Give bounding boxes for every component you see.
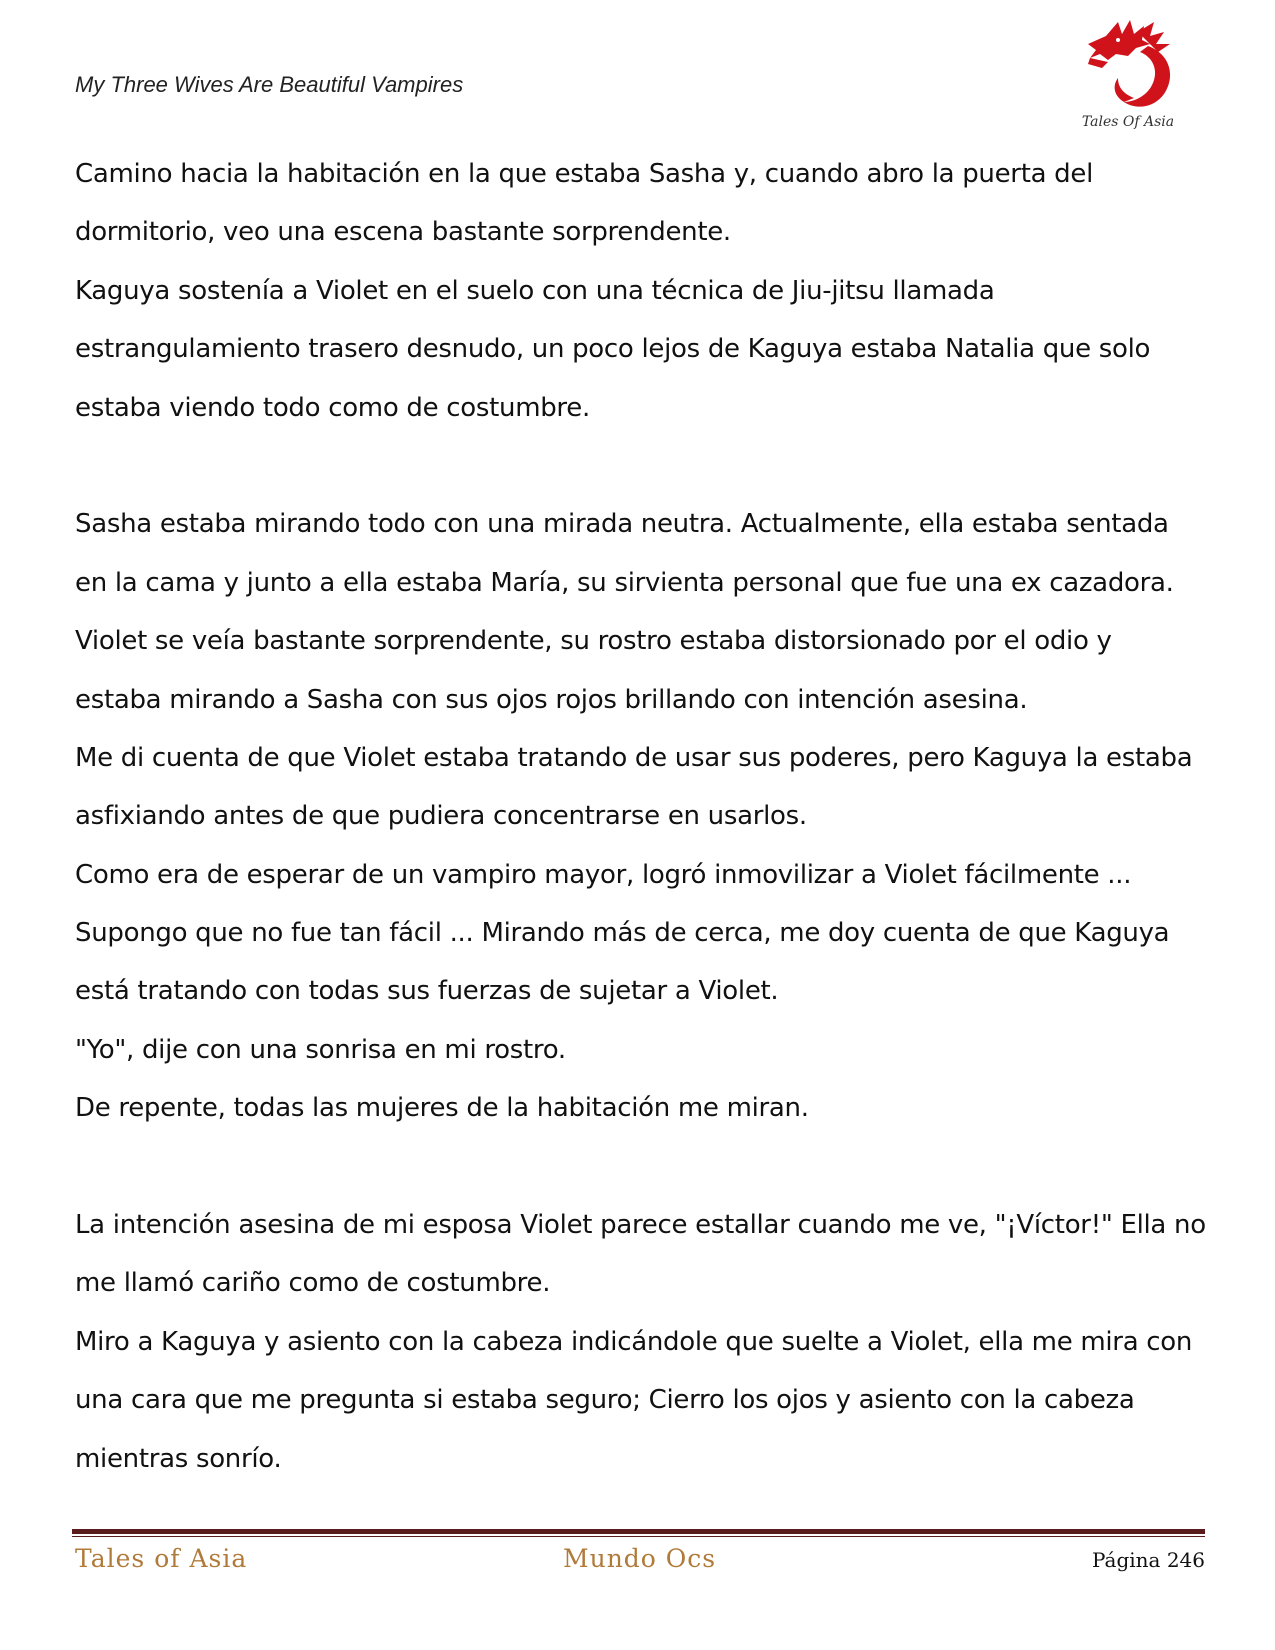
text-line: me llamó cariño como de costumbre. xyxy=(75,1268,551,1299)
footer-translator: Mundo Ocs xyxy=(563,1544,717,1573)
text-line: Como era de esperar de un vampiro mayor, logró inmovilizar a Violet fácilmente ... xyxy=(75,859,1132,890)
chapter-body xyxy=(75,145,1215,1488)
text-line: "Yo", dije con una sonrisa en mi rostro. xyxy=(75,1034,566,1065)
footer-site-name: Tales of Asia xyxy=(75,1544,248,1573)
text-line: Violet se veía bastante sorprendente, su rostro estaba distorsionado por el odio y xyxy=(75,626,1112,657)
footer-divider-thin xyxy=(72,1536,1205,1537)
text-line: asfixiando antes de que pudiera concentrarse en usarlos. xyxy=(75,801,807,832)
text-line: dormitorio, veo una escena bastante sorprendente. xyxy=(75,217,731,248)
text-line: Miro a Kaguya y asiento con la cabeza indicándole que suelte a Violet, ella me mira con xyxy=(75,1326,1193,1357)
text-line: en la cama y junto a ella estaba María, su sirvienta personal que fue una ex cazadora. xyxy=(75,567,1174,598)
red-dragon-icon xyxy=(1078,14,1178,114)
page-number: Página 246 xyxy=(1091,1548,1205,1572)
text-line: Kaguya sostenía a Violet en el suelo con una técnica de Jiu-jitsu llamada xyxy=(75,275,995,306)
logo xyxy=(1078,14,1178,136)
text-line: Me di cuenta de que Violet estaba tratando de usar sus poderes, pero Kaguya la estaba xyxy=(75,742,1193,773)
text-line: Camino hacia la habitación en la que estaba Sasha y, cuando abro la puerta del xyxy=(75,159,1094,189)
logo-text: Tales Of Asia xyxy=(1081,114,1175,130)
footer-divider-thick xyxy=(72,1529,1205,1534)
blank-line xyxy=(75,437,1215,495)
book-title: My Three Wives Are Beautiful Vampires xyxy=(75,72,464,97)
text-line: De repente, todas las mujeres de la habitación me miran. xyxy=(75,1093,809,1124)
footer-divider xyxy=(72,1529,1205,1537)
text-line: Supongo que no fue tan fácil ... Mirando más de cerca, me doy cuenta de que Kaguya xyxy=(75,918,1170,949)
text-line: mientras sonrío. xyxy=(75,1443,282,1474)
text-line: estrangulamiento trasero desnudo, un poco lejos de Kaguya estaba Natalia que solo xyxy=(75,334,1151,365)
text-line: Sasha estaba mirando todo con una mirada neutra. Actualmente, ella estaba sentada xyxy=(75,509,1169,540)
text-line: estaba mirando a Sasha con sus ojos rojos brillando con intención asesina. xyxy=(75,684,1028,715)
blank-line xyxy=(75,1138,1215,1196)
text-line: estaba viendo todo como de costumbre. xyxy=(75,392,590,423)
text-line: una cara que me pregunta si estaba seguro; Cierro los ojos y asiento con la cabeza xyxy=(75,1385,1135,1416)
text-line: está tratando con todas sus fuerzas de sujetar a Violet. xyxy=(75,976,779,1007)
text-line: La intención asesina de mi esposa Violet parece estallar cuando me ve, "¡Víctor!" Ella no xyxy=(75,1210,1206,1241)
